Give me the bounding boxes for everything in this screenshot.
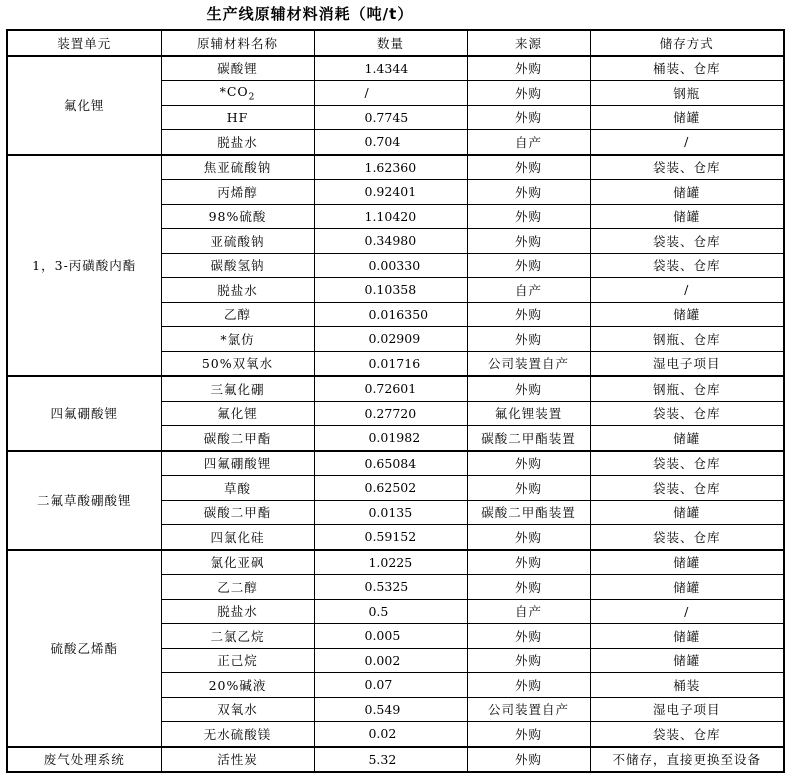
source-cell: 外购	[467, 476, 590, 501]
quantity-cell: 0.002	[314, 648, 467, 673]
storage-cell: 袋装、仓库	[590, 722, 784, 747]
material-name-cell	[161, 105, 314, 130]
material-name: 氯化亚砜	[210, 555, 265, 571]
storage-cell: 储罐	[590, 426, 784, 451]
material-subscript: 2	[248, 92, 256, 102]
storage-cell: 储罐	[590, 105, 784, 130]
header-quantity: 数量	[314, 30, 467, 56]
storage-cell: 储罐	[590, 624, 784, 649]
material-name-cell	[161, 81, 314, 106]
storage-cell: 不储存，直接更换至设备	[590, 747, 784, 773]
table-row	[7, 550, 784, 575]
material-name-cell	[161, 376, 314, 401]
storage-cell: 袋装、仓库	[590, 525, 784, 550]
material-name-cell	[161, 327, 314, 352]
material-name: 三氟化硼	[210, 381, 265, 397]
material-name: 碳酸氢钠	[210, 258, 265, 274]
material-name-cell	[161, 648, 314, 673]
material-name: 乙醇	[223, 307, 251, 323]
material-name: *氯仿	[220, 331, 255, 347]
material-name-cell	[161, 56, 314, 81]
quantity-cell: 0.27720	[314, 401, 467, 426]
storage-cell: 钢瓶、仓库	[590, 327, 784, 352]
material-name-cell	[161, 401, 314, 426]
storage-cell: 袋装、仓库	[590, 476, 784, 501]
material-name-cell	[161, 575, 314, 600]
table-row	[7, 451, 784, 476]
storage-cell: /	[590, 599, 784, 624]
material-name: 98%硫酸	[208, 209, 267, 225]
source-cell: 碳酸二甲酯装置	[467, 426, 590, 451]
material-name-cell	[161, 624, 314, 649]
storage-cell: 储罐	[590, 575, 784, 600]
material-name-cell	[161, 229, 314, 254]
quantity-cell: 0.016350	[314, 302, 467, 327]
source-cell: 外购	[467, 624, 590, 649]
quantity-cell: 0.02	[314, 722, 467, 747]
quantity-cell: 0.65084	[314, 451, 467, 476]
quantity-cell: 1.0225	[314, 550, 467, 575]
material-name-cell	[161, 550, 314, 575]
quantity-cell: 0.549	[314, 697, 467, 722]
material-name-cell	[161, 697, 314, 722]
source-cell: 外购	[467, 56, 590, 81]
quantity-cell: 0.7745	[314, 105, 467, 130]
unit-cell: 氟化锂	[7, 56, 161, 155]
materials-table-wrapper	[6, 29, 783, 769]
quantity-cell: 0.10358	[314, 278, 467, 303]
header-source: 来源	[467, 30, 590, 56]
source-cell: 外购	[467, 229, 590, 254]
table-header-row	[7, 30, 784, 56]
storage-cell: 桶装	[590, 673, 784, 698]
quantity-cell: /	[314, 81, 467, 106]
quantity-cell: 0.07	[314, 673, 467, 698]
material-name-cell	[161, 476, 314, 501]
storage-cell: 钢瓶、仓库	[590, 376, 784, 401]
quantity-cell: 1.4344	[314, 56, 467, 81]
table-row	[7, 376, 784, 401]
material-name: 50%双氧水	[201, 356, 274, 372]
storage-cell: 湿电子项目	[590, 697, 784, 722]
header-unit: 装置单元	[7, 30, 161, 56]
material-name: 氟化锂	[217, 406, 258, 422]
source-cell: 外购	[467, 376, 590, 401]
material-name-cell	[161, 673, 314, 698]
source-cell: 外购	[467, 550, 590, 575]
materials-table	[6, 29, 785, 773]
material-name: 乙二醇	[217, 579, 258, 595]
material-name: 草酸	[223, 480, 251, 496]
source-cell: 外购	[467, 155, 590, 180]
source-cell: 碳酸二甲酯装置	[467, 500, 590, 525]
material-name-cell	[161, 302, 314, 327]
material-name: 活性炭	[217, 752, 258, 768]
material-name: 二氯乙烷	[210, 628, 265, 644]
material-name-cell	[161, 426, 314, 451]
material-name-cell	[161, 525, 314, 550]
source-cell: 氟化锂装置	[467, 401, 590, 426]
unit-cell: 1，3-丙磺酸内酯	[7, 155, 161, 377]
material-name-cell	[161, 351, 314, 376]
material-name-cell	[161, 722, 314, 747]
storage-cell: 袋装、仓库	[590, 155, 784, 180]
storage-cell: 袋装、仓库	[590, 229, 784, 254]
material-name: 丙烯醇	[217, 184, 258, 200]
material-name: 20%碱液	[208, 677, 267, 693]
material-name: 碳酸二甲酯	[203, 505, 272, 521]
source-cell: 外购	[467, 327, 590, 352]
storage-cell: 储罐	[590, 500, 784, 525]
table-row	[7, 747, 784, 773]
source-cell: 外购	[467, 722, 590, 747]
source-cell: 自产	[467, 130, 590, 155]
quantity-cell: 0.5	[314, 599, 467, 624]
unit-cell: 二氟草酸硼酸锂	[7, 451, 161, 550]
source-cell: 外购	[467, 525, 590, 550]
material-name: 碳酸锂	[217, 61, 258, 77]
material-name: 四氟硼酸锂	[203, 456, 272, 472]
quantity-cell: 0.704	[314, 130, 467, 155]
source-cell: 公司装置自产	[467, 697, 590, 722]
storage-cell: 湿电子项目	[590, 351, 784, 376]
material-name-cell	[161, 253, 314, 278]
storage-cell: 储罐	[590, 302, 784, 327]
storage-cell: /	[590, 130, 784, 155]
unit-cell: 硫酸乙烯酯	[7, 550, 161, 747]
storage-cell: 袋装、仓库	[590, 401, 784, 426]
material-name: 焦亚硫酸钠	[203, 160, 272, 176]
source-cell: 外购	[467, 180, 590, 205]
storage-cell: 桶装、仓库	[590, 56, 784, 81]
material-name-cell	[161, 180, 314, 205]
material-name: 双氧水	[217, 702, 258, 718]
quantity-cell: 0.72601	[314, 376, 467, 401]
source-cell: 外购	[467, 81, 590, 106]
quantity-cell: 0.92401	[314, 180, 467, 205]
material-name-cell	[161, 451, 314, 476]
unit-cell: 四氟硼酸锂	[7, 376, 161, 451]
quantity-cell: 0.01982	[314, 426, 467, 451]
source-cell: 外购	[467, 451, 590, 476]
material-name: 亚硫酸钠	[210, 233, 265, 249]
storage-cell: 储罐	[590, 550, 784, 575]
storage-cell: 钢瓶	[590, 81, 784, 106]
quantity-cell: 0.0135	[314, 500, 467, 525]
material-name: 碳酸二甲酯	[203, 430, 272, 446]
source-cell: 外购	[467, 302, 590, 327]
quantity-cell: 1.10420	[314, 204, 467, 229]
quantity-cell: 5.32	[314, 747, 467, 773]
material-name-cell	[161, 599, 314, 624]
page-title: 生产线原辅材料消耗（吨/t）	[206, 5, 414, 23]
source-cell: 外购	[467, 253, 590, 278]
unit-cell: 废气处理系统	[7, 747, 161, 773]
material-name-cell	[161, 500, 314, 525]
material-name: 正己烷	[217, 653, 258, 669]
source-cell: 公司装置自产	[467, 351, 590, 376]
source-cell: 外购	[467, 673, 590, 698]
material-name: 脱盐水	[217, 604, 258, 620]
source-cell: 自产	[467, 278, 590, 303]
storage-cell: /	[590, 278, 784, 303]
storage-cell: 袋装、仓库	[590, 451, 784, 476]
quantity-cell: 0.59152	[314, 525, 467, 550]
material-name-cell	[161, 155, 314, 180]
material-name-cell	[161, 130, 314, 155]
table-row	[7, 56, 784, 81]
storage-cell: 储罐	[590, 648, 784, 673]
source-cell: 外购	[467, 204, 590, 229]
quantity-cell: 0.005	[314, 624, 467, 649]
material-name: 四氯化硅	[210, 529, 265, 545]
storage-cell: 储罐	[590, 180, 784, 205]
material-name: HF	[226, 109, 249, 125]
storage-cell: 储罐	[590, 204, 784, 229]
quantity-cell: 0.34980	[314, 229, 467, 254]
header-storage: 储存方式	[590, 30, 784, 56]
source-cell: 外购	[467, 648, 590, 673]
quantity-cell: 0.01716	[314, 351, 467, 376]
quantity-cell: 0.02909	[314, 327, 467, 352]
source-cell: 外购	[467, 105, 590, 130]
quantity-cell: 0.62502	[314, 476, 467, 501]
quantity-cell: 1.62360	[314, 155, 467, 180]
storage-cell: 袋装、仓库	[590, 253, 784, 278]
material-name: 脱盐水	[217, 134, 258, 150]
source-cell: 外购	[467, 575, 590, 600]
material-name: 脱盐水	[217, 282, 258, 298]
table-row	[7, 155, 784, 180]
material-name: *CO	[219, 83, 249, 99]
source-cell: 自产	[467, 599, 590, 624]
table-body	[7, 56, 784, 773]
material-name-cell	[161, 747, 314, 773]
material-name-cell	[161, 278, 314, 303]
material-name: 无水硫酸镁	[203, 726, 272, 742]
material-name-cell	[161, 204, 314, 229]
header-material: 原辅材料名称	[161, 30, 314, 56]
source-cell: 外购	[467, 747, 590, 773]
quantity-cell: 0.00330	[314, 253, 467, 278]
quantity-cell: 0.5325	[314, 575, 467, 600]
